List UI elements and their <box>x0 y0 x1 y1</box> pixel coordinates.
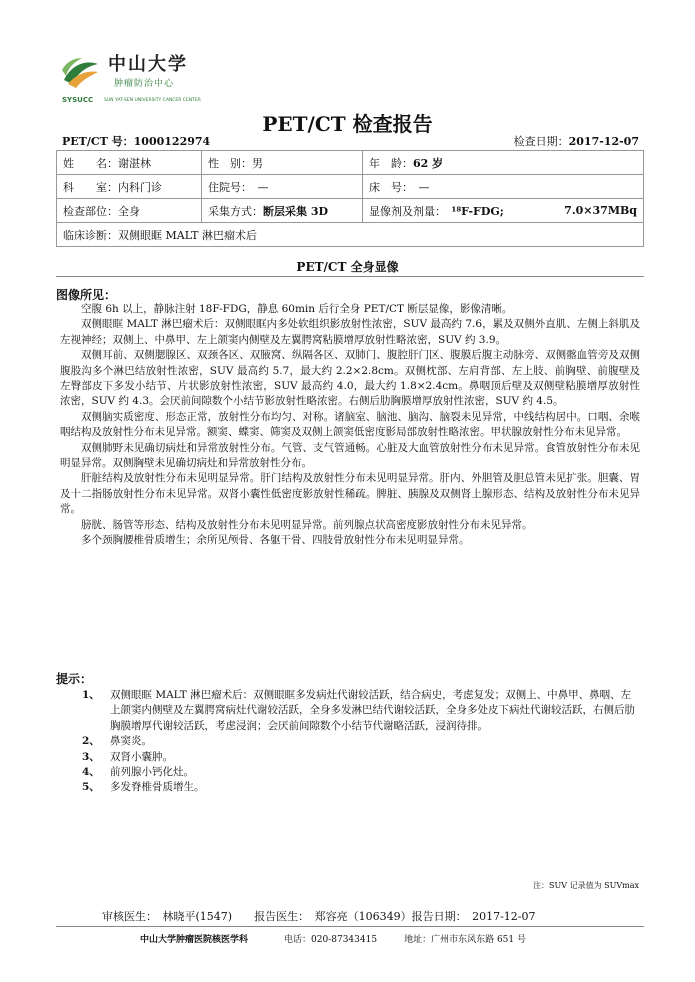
agent-cell <box>363 199 546 223</box>
footer <box>140 932 526 945</box>
findings-paragraph: 多个颈胸腰椎骨质增生；余所见颅骨、各躯干骨、四肢骨放射性分布未见明显异常。 <box>81 534 470 547</box>
petct-id-value: 1000122974 <box>133 135 211 148</box>
list-item <box>70 780 640 795</box>
exam-date-label: 检查日期： <box>513 135 569 148</box>
table-row <box>57 151 644 175</box>
patient-sex-cell <box>202 151 363 175</box>
mode-cell <box>202 199 363 223</box>
findings-paragraph: 双侧眼眶 MALT 淋巴瘤术后：双侧眼眶内多处软组织影放射性浓密，SUV 最高约 7.6，累及双侧外直肌、左侧上斜肌及左视神经；双侧上、中鼻甲、左上颌窦内侧壁及左翼腭窝粘膜增厚放射性略浓密，SUV 约 3.9。 <box>60 318 640 346</box>
list-item <box>70 734 640 749</box>
inpatient-label: 住院号： <box>208 180 247 194</box>
patient-age-value: 62 岁 <box>413 156 444 170</box>
report-title: PET/CT 检查报告 <box>262 112 433 136</box>
tip-text: 前列腺小钙化灶。 <box>110 766 194 779</box>
site-cell <box>57 199 202 223</box>
findings-paragraph: 膀胱、肠管等形态、结构及放射性分布未见明显异常。前列腺点状高密度影放射性分布未见异常。 <box>81 518 533 531</box>
patient-age-label: 年 龄： <box>369 156 413 170</box>
bed-value: — <box>418 180 430 194</box>
findings-paragraph: 双侧耳前、双侧腮腺区、双颈各区、双腋窝、纵隔各区、双肺门、腹腔肝门区、腹膜后腹主动脉旁、双侧髂血管旁及双侧腹股沟多个淋巴结放射性浓密，SUV 最高约 5.7，最大约 2.2×2.8cm。双侧枕部、左肩背部、左上肢、前胸壁、前腹壁及左臀部皮下多发小结节、片状影放射性浓密，SUV 最高约 4.0，最大约 1.8×2.4cm。鼻咽顶后壁及双侧壁粘膜增厚放射性浓密，SUV 约 4.3。会厌前间隙数个小结节影放射性略浓密。右侧后肋胸膜增厚放射性浓密，SUV 约 4.5。 <box>60 349 640 408</box>
tip-number: 3、 <box>82 750 100 763</box>
patient-info-table <box>56 150 644 247</box>
report-date-value: 2017-12-07 <box>472 910 536 923</box>
list-item <box>70 688 640 734</box>
findings-paragraph: 肝脏结构及放射性分布未见明显异常。肝门结构及放射性分布未见明显异常。肝内、外胆管及胆总管未见扩张。胆囊、胃及十二指肠放射性分布未见异常。双肾小囊性低密度影放射性稀疏。脾脏、胰腺及双侧肾上腺形态、结构及放射性分布未见异常。 <box>60 472 640 516</box>
bed-label: 床 号： <box>369 180 408 194</box>
table-row <box>57 175 644 199</box>
reporter-value: 郑容亮（106349） <box>314 910 412 923</box>
footer-divider <box>56 926 644 927</box>
tips-heading: 提示： <box>56 672 93 686</box>
findings-paragraph: 双侧肺野未见确切病灶和异常放射性分布。气管、支气管通畅。心脏及大血管放射性分布未见异常。食管放射性分布未见明显异常。双侧胸壁未见确切病灶和异常放射性分布。 <box>60 441 640 470</box>
tip-number: 5、 <box>82 781 100 794</box>
findings-heading: 图像所见： <box>56 288 117 302</box>
findings-paragraph: 双侧脑实质密度、形态正常，放射性分布均匀、对称。诸脑室、脑池、脑沟、脑裂未见异常，中线结构居中。口咽、余喉咽结构及放射性分布未见异常。额窦、蝶窦、筛窦及双侧上颌窦低密度影局部放射性略浓密。甲状腺放射性分布未见异常。 <box>60 410 640 439</box>
footer-address: 地址：广州市东风东路 651 号 <box>404 935 526 945</box>
footer-phone: 电话：020-87343415 <box>284 935 378 945</box>
inpatient-value: — <box>257 180 269 194</box>
petct-id-label: PET/CT 号： <box>62 135 134 148</box>
suv-note: 注：SUV 记录值为 SUVmax <box>533 881 639 890</box>
exam-date-value: 2017-12-07 <box>568 135 639 148</box>
patient-name-label: 姓 名： <box>63 156 118 170</box>
tip-number: 1、 <box>82 689 100 701</box>
reviewer-value: 林晓平(1547) <box>162 910 233 923</box>
list-item <box>70 750 640 765</box>
logo-center-cn: 肿瘤防治中心 <box>114 79 175 89</box>
dept-label: 科 室： <box>63 180 118 194</box>
tip-number: 2、 <box>82 735 100 748</box>
tip-text: 多发脊椎骨质增生。 <box>110 781 205 794</box>
mode-label: 采集方式： <box>208 204 263 218</box>
footer-dept: 中山大学肿瘤医院核医学科 <box>140 935 249 945</box>
exam-date <box>514 133 639 149</box>
site-value: 全身 <box>118 204 140 218</box>
logo-name-cn: 中山大学 <box>108 54 188 75</box>
tip-text: 双肾小囊肿。 <box>110 750 173 763</box>
dept-cell <box>57 175 202 199</box>
signature-line <box>102 908 536 924</box>
findings-body <box>60 302 640 549</box>
dose-value: 7.0×37MBq <box>564 204 637 217</box>
list-item <box>70 765 640 780</box>
section-title: PET/CT 全身显像 <box>296 260 399 274</box>
diagnosis-cell <box>57 223 644 247</box>
reporter-label: 报告医生： <box>254 910 304 923</box>
inpatient-cell <box>202 175 363 199</box>
logo-acronym: SYSUCC <box>62 96 94 104</box>
patient-age-cell <box>363 151 644 175</box>
site-label: 检查部位： <box>63 204 118 218</box>
reviewer-label: 审核医生： <box>102 910 152 923</box>
mode-value: 断层采集 3D <box>263 204 329 218</box>
tips-list <box>70 688 640 796</box>
patient-sex-value: 男 <box>252 156 263 170</box>
tip-text: 双侧眼眶 MALT 淋巴瘤术后：双侧眼眶多发病灶代谢较活跃，结合病史，考虑复发；双侧上、中鼻甲、鼻咽、左上颌窦内侧壁及左翼腭窝病灶代谢较活跃，全身多发淋巴结代谢较活跃，全身多处皮下病灶代谢较活跃，右侧后肋胸膜增厚代谢较活跃，考虑浸润；会厌前间隙数个小结节代谢略活跃，浸润待排。 <box>110 689 635 732</box>
petct-id <box>62 133 210 149</box>
patient-sex-label: 性 别： <box>208 156 252 170</box>
diagnosis-label: 临床诊断： <box>63 228 118 242</box>
findings-paragraph: 空腹 6h 以上，静脉注射 18F-FDG，静息 60min 后行全身 PET/CT 断层显像，影像清晰。 <box>81 303 513 315</box>
agent-value: ¹⁸F-FDG; <box>451 204 504 218</box>
tip-text: 鼻窦炎。 <box>110 735 152 748</box>
patient-name-value: 谢湛林 <box>118 156 151 170</box>
tip-number: 4、 <box>82 766 100 779</box>
sysucc-logo-icon <box>58 50 102 94</box>
patient-name-cell <box>57 151 202 175</box>
diagnosis-value: 双侧眼眶 MALT 淋巴瘤术后 <box>118 228 257 242</box>
dept-value: 内科门诊 <box>118 180 162 194</box>
divider <box>56 276 644 277</box>
report-date-label: 报告日期： <box>411 910 462 923</box>
dose-cell <box>545 199 644 223</box>
table-row <box>57 223 644 247</box>
table-row <box>57 199 644 223</box>
logo-name-en: SUN YAT-SEN UNIVERSITY CANCER CENTER <box>104 98 201 103</box>
agent-label: 显像剂及剂量： <box>369 204 441 218</box>
bed-cell <box>363 175 644 199</box>
